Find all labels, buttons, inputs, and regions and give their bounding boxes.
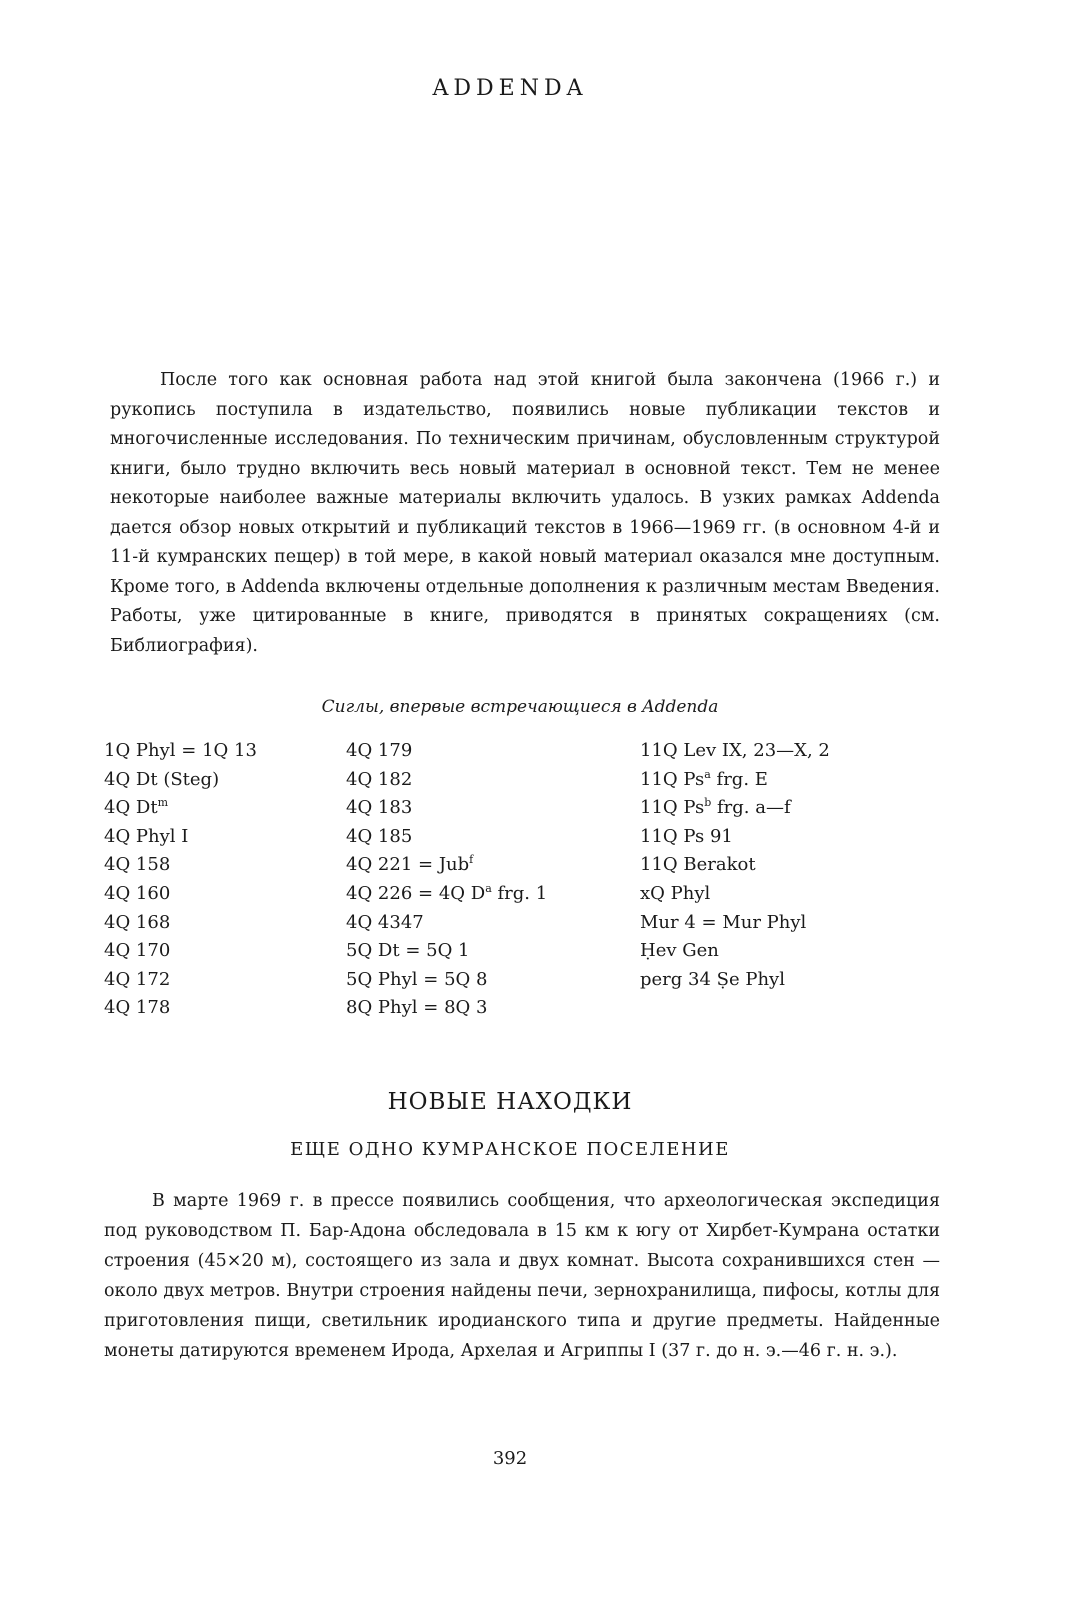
siglum-text: Mur 4 = Mur Phyl <box>640 911 807 933</box>
siglum-text: 4Q Phyl I <box>104 825 189 847</box>
siglum-entry <box>640 766 830 795</box>
siglum-text: 4Q 178 <box>104 997 171 1019</box>
siglum-text: 11Q Ps <box>640 768 705 790</box>
siglum-entry <box>346 851 547 880</box>
siglum-entry <box>104 994 257 1023</box>
siglum-superscript: a <box>485 881 492 895</box>
siglum-text: 4Q Dt <box>104 797 158 819</box>
siglum-text: 11Q Berakot <box>640 854 756 876</box>
siglum-superscript: a <box>704 767 711 781</box>
siglum-text: 5Q Phyl = 5Q 8 <box>346 968 488 990</box>
siglum-entry <box>640 794 830 823</box>
siglum-text: 4Q 158 <box>104 854 171 876</box>
siglum-entry <box>104 966 257 995</box>
siglum-entry <box>104 766 257 795</box>
siglum-text: 4Q 182 <box>346 768 413 790</box>
siglum-entry <box>104 794 257 823</box>
siglum-entry <box>346 766 547 795</box>
page-title: ADDENDA <box>432 76 588 101</box>
siglum-text: 4Q 183 <box>346 797 413 819</box>
siglum-text: perg 34 Ṣe Phyl <box>640 968 785 990</box>
siglum-text: 11Q Ps 91 <box>640 825 733 847</box>
siglum-entry <box>640 966 830 995</box>
siglum-entry <box>104 823 257 852</box>
page-number: 392 <box>492 1448 528 1469</box>
siglum-entry <box>104 937 257 966</box>
siglum-entry <box>346 794 547 823</box>
sigla-column-1 <box>104 737 257 1023</box>
siglum-text: 8Q Phyl = 8Q 3 <box>346 997 488 1019</box>
siglum-entry <box>104 909 257 938</box>
siglum-text: 4Q 185 <box>346 825 413 847</box>
siglum-suffix: frg. E <box>710 768 768 790</box>
subsection-heading: ЕЩЕ ОДНО КУМРАНСКОЕ ПОСЕЛЕНИЕ <box>290 1139 730 1160</box>
siglum-text: 4Q 168 <box>104 911 171 933</box>
siglum-text: 4Q 221 = Jub <box>346 854 470 876</box>
siglum-text: 4Q Dt (Steg) <box>104 768 220 790</box>
siglum-suffix: frg. a—f <box>711 797 791 819</box>
siglum-text: 4Q 179 <box>346 740 413 761</box>
siglum-text: 11Q Lev IX, 23—X, 2 <box>640 740 830 761</box>
siglum-entry <box>346 823 547 852</box>
siglum-text: 11Q Ps <box>640 797 705 819</box>
body-section <box>104 1186 940 1366</box>
siglum-text: 5Q Dt = 5Q 1 <box>346 940 470 962</box>
siglum-entry <box>346 994 547 1023</box>
siglum-text: 4Q 160 <box>104 882 171 904</box>
siglum-text: 4Q 226 = 4Q D <box>346 882 486 904</box>
siglum-suffix: frg. 1 <box>491 882 548 904</box>
siglum-entry <box>640 823 830 852</box>
sigla-title: Сиглы, впервые встречающиеся в Addenda <box>321 697 719 717</box>
siglum-entry <box>104 737 257 766</box>
body-paragraph: В марте 1969 г. в прессе появились сообщения, что археологическая экспедиция под руководством П. Бар-Адона обследовала в 15 км к югу от Хирбет-Кумрана остатки строения (45×20 м), состоящего из зала и двух комнат. Высота сохранившихся стен — около двух метров. Внутри строения найдены печи, зернохранилища, пифосы, котлы для приготовления пищи, светильник иродианского типа и другие предметы. Найденные монеты датируются временем Ирода, Архелая и Агриппы I (37 г. до н. э.—46 г. н. э.). <box>104 1191 940 1361</box>
siglum-text: 4Q 170 <box>104 940 171 962</box>
siglum-entry <box>104 880 257 909</box>
siglum-entry <box>346 880 547 909</box>
siglum-entry <box>640 937 830 966</box>
siglum-entry <box>346 909 547 938</box>
siglum-superscript: f <box>469 853 474 867</box>
siglum-superscript: b <box>704 796 712 810</box>
siglum-text: Ḥev Gen <box>640 940 719 962</box>
intro-paragraph: После того как основная работа над этой книгой была закончена (1966 г.) и рукопись поступила в издательство, появились новые публикации текстов и многочисленные исследования. По техническим причинам, обусловленным структурой книги, было трудно включить весь новый материал в основной текст. Тем не менее некоторые наиболее важные материалы включить удалось. В узких рамках Addenda дается обзор новых открытий и публикаций текстов в 1966—1969 гг. (в основном 4-й и 11-й кумранских пещер) в той мере, в какой новый материал оказался мне доступным. Кроме того, в Addenda включены отдельные дополнения к различным местам Введения. Работы, уже цитированные в книге, приводятся в принятых сокращениях (см. Библиография). <box>110 370 940 656</box>
sigla-column-3 <box>640 737 830 994</box>
siglum-text: 4Q 172 <box>104 968 171 990</box>
intro-section <box>110 366 940 661</box>
siglum-entry <box>346 937 547 966</box>
section-heading: НОВЫЕ НАХОДКИ <box>387 1089 633 1115</box>
siglum-text: xQ Phyl <box>640 882 711 904</box>
siglum-entry <box>640 737 830 766</box>
siglum-entry <box>346 737 547 766</box>
siglum-entry <box>640 880 830 909</box>
siglum-superscript: m <box>157 796 169 810</box>
siglum-text: 4Q 4347 <box>346 911 424 933</box>
siglum-entry <box>346 966 547 995</box>
sigla-column-2 <box>346 737 547 1023</box>
siglum-text: 1Q Phyl = 1Q 13 <box>104 740 257 761</box>
siglum-entry <box>640 909 830 938</box>
siglum-entry <box>104 851 257 880</box>
siglum-entry <box>640 851 830 880</box>
